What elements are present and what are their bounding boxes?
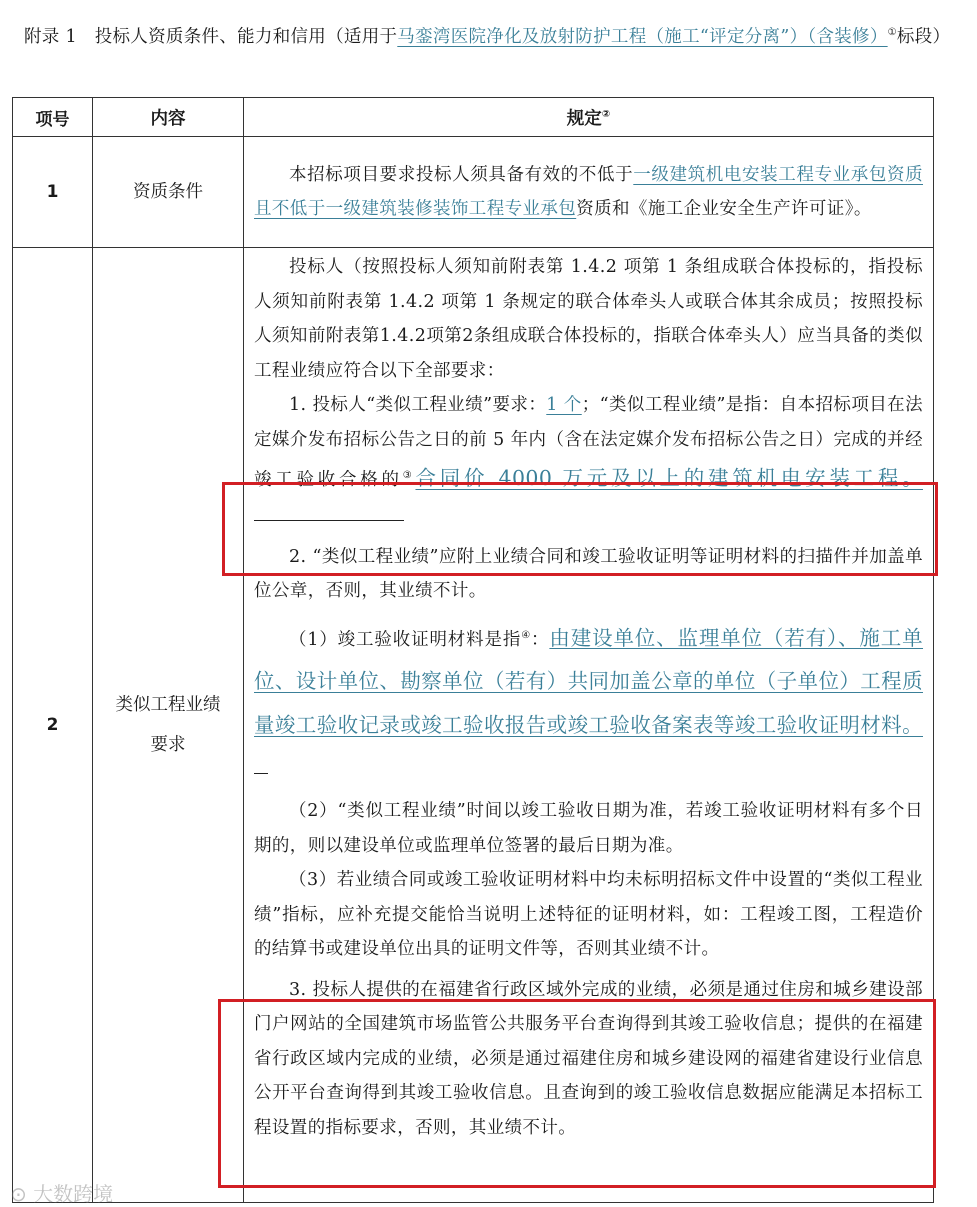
row2-number: 2: [13, 248, 93, 1203]
title-prefix: 附录 1 投标人资质条件、能力和信用（适用于: [24, 26, 398, 47]
watermark: ⊙ 大数跨境: [10, 1182, 114, 1206]
row2-rule: [244, 248, 934, 1203]
p1-text-a: 1. 投标人“类似工程业绩”要求：: [289, 395, 547, 415]
col-header-rule: [244, 98, 934, 137]
row1-rule-text: [254, 158, 923, 227]
row1-content: 资质条件: [93, 137, 244, 248]
blank-fill-line-short: [254, 773, 268, 774]
row2-content: 类似工程业绩要求: [93, 248, 244, 1203]
title-suffix: 标段）: [896, 26, 951, 47]
p1-footnote-marker: ③: [402, 470, 416, 482]
contract-value-link[interactable]: 合同价 4000 万元及以上的建筑机电安装工程。: [415, 466, 923, 490]
col-header-rule-label: 规定: [566, 108, 602, 129]
qualification-table: [12, 97, 934, 1203]
row2-date-rule: （2）“类似工程业绩”时间以竣工验收日期为准，若竣工验收证明材料有多个日期的，则以建设单位或监理单位签署的最后日期为准。: [254, 801, 923, 856]
row1-text-a: 本招标项目要求投标人须具备有效的不低于: [289, 164, 634, 185]
row2-verification-rule: 3. 投标人提供的在福建省行政区域外完成的业绩，必须是通过住房和城乡建设部门户网站的全国建筑市场监管公共服务平台查询得到其竣工验收信息；提供的在福建省行政区域内完成的业绩，必须是通过福建住房和城乡建设网的福建省建设行业信息公开平台查询得到其竣工验收信息。且查询到的竣工验收信息数据应能满足本招标工程设置的指标要求，否则，其业绩不计。: [254, 979, 923, 1138]
completion-proof-link[interactable]: 由建设单位、监理单位（若有）、施工单位、设计单位、勘察单位（若有）共同加盖公章的单位（子单位）工程质量竣工验收记录或竣工验收报告或竣工验收备案表等竣工验收证明材料。: [254, 625, 924, 738]
table-row: [13, 248, 934, 1203]
performance-count[interactable]: 1 个: [546, 395, 582, 415]
row2-performance-requirement: [254, 388, 923, 534]
project-name-link[interactable]: 马銮湾医院净化及放射防护工程（施工“评定分离”）（含装修）: [397, 26, 888, 47]
rule-footnote-marker: ②: [601, 108, 611, 120]
row2-missing-indicator-rule: （3）若业绩合同或竣工验收证明材料中均未标明招标文件中设置的“类似工程业绩”指标，应补充提交能恰当说明上述特征的证明材料，如：工程竣工图，工程造价的结算书或建设单位出具的证明文件等，否则其业绩不计。: [254, 870, 923, 960]
blank-fill-line: [254, 520, 404, 521]
row1-rule: [244, 137, 934, 248]
watermark-text: 大数跨境: [33, 1182, 114, 1206]
table-header-row: [13, 98, 934, 137]
table-row: [13, 137, 934, 248]
col-header-number: 项号: [13, 98, 93, 137]
row2-evidence-paragraph: 2. “类似工程业绩”应附上业绩合同和竣工验收证明等证明材料的扫描件并加盖单位公章，否则，其业绩不计。: [254, 546, 923, 601]
qualification-level-link[interactable]: 一级建筑机电安装工程专业承包资质且不低于一级建筑装修装饰工程专业承包: [254, 164, 923, 219]
row2-intro-paragraph: 投标人（按照投标人须知前附表第 1.4.2 项第 1 条组成联合体投标的，指投标人须知前附表第 1.4.2 项第 1 条规定的联合体牵头人或联合体其余成员；按照投标人须知前附表第1.4.2项第2条组成联合体投标的，指联合体牵头人）应当具备的类似工程业绩应符合以下全部要求：: [254, 257, 923, 381]
appendix-title: [24, 12, 954, 58]
p3-colon: ：: [531, 629, 550, 650]
row1-text-b: 资质和《施工企业安全生产许可证》。: [576, 199, 872, 219]
col-header-content: 内容: [93, 98, 244, 137]
p3-footnote-marker: ④: [521, 629, 532, 641]
row1-number: 1: [13, 137, 93, 248]
row2-completion-proof: [254, 615, 923, 791]
title-footnote-marker: ①: [887, 27, 897, 38]
p1-text-b: ；“类似工程业绩”是指：自本招标项目在法定媒介发布招标公告之日的前 5 年内（含在法定媒介发布招标公告之日）完成的并经竣工验收合格的: [254, 395, 924, 490]
p3-text-a: （1）竣工验收证明材料是指: [289, 629, 522, 650]
